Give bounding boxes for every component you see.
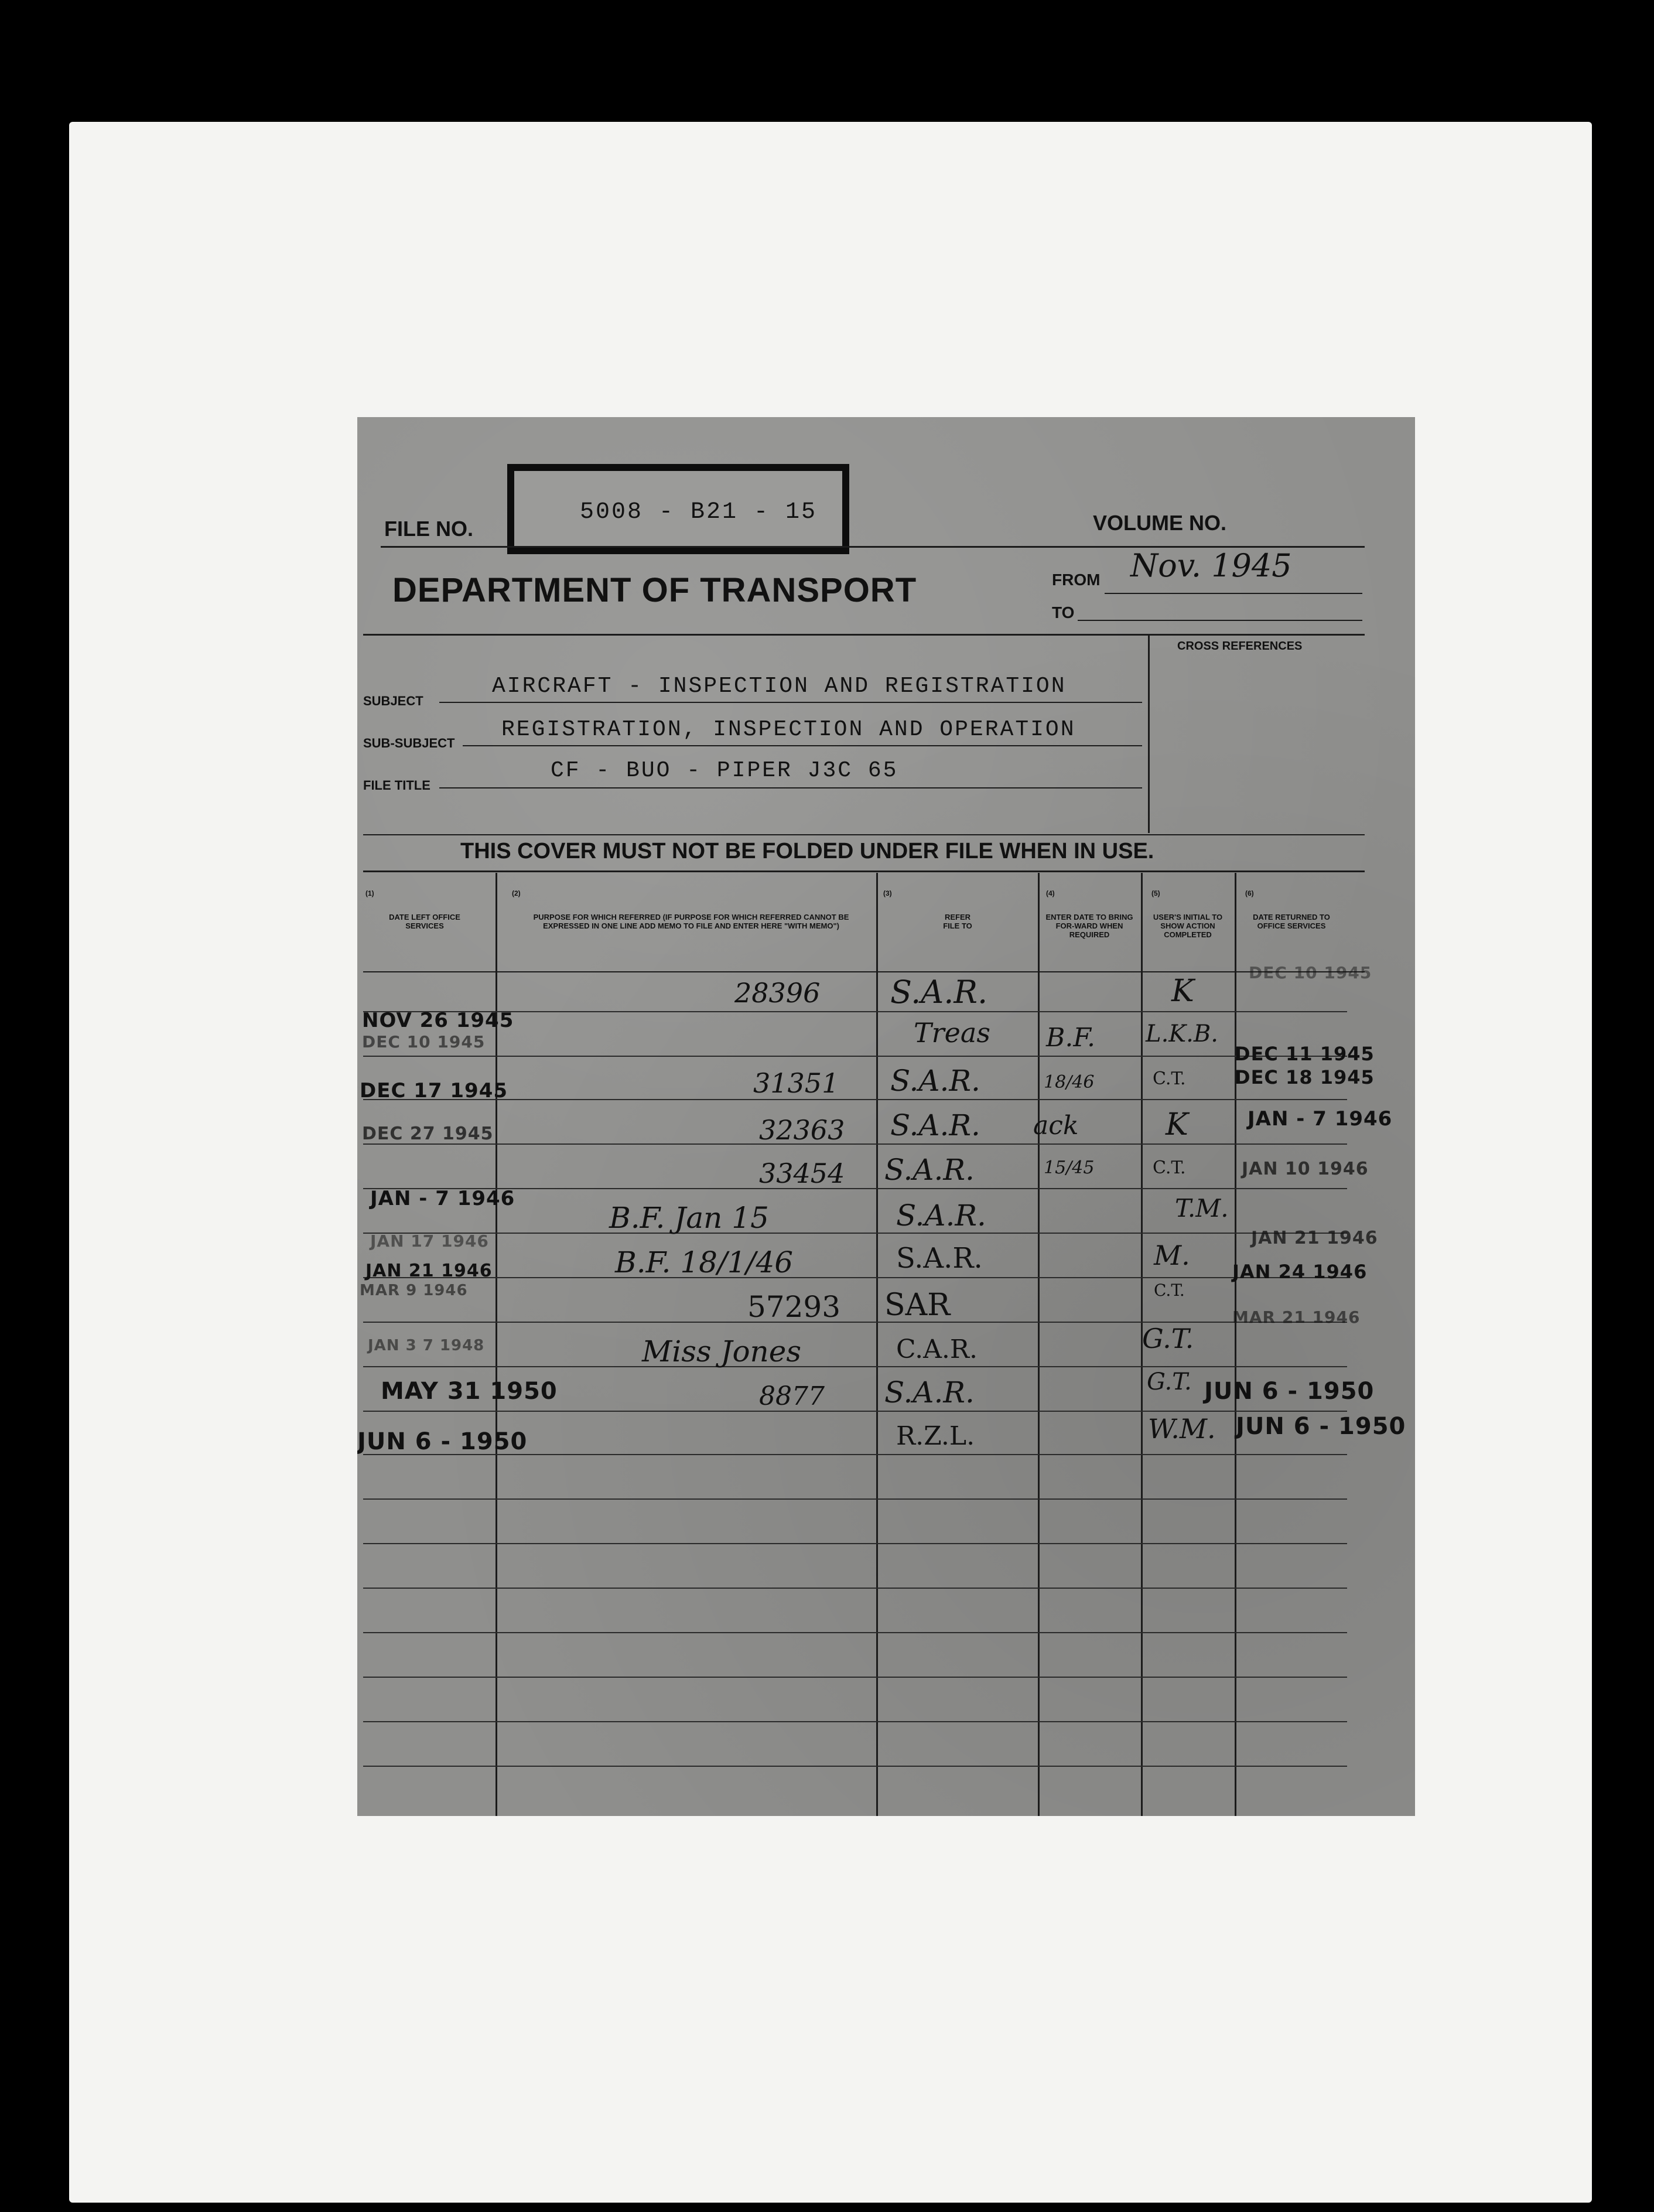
purpose-entry: B.F. Jan 15 (609, 1201, 769, 1235)
col-6-header: DATE RETURNED TO OFFICE SERVICES (1253, 913, 1330, 930)
row-line (363, 1721, 1347, 1722)
refer-to-entry: SAR (884, 1288, 951, 1323)
refer-to-entry: S.A.R. (890, 974, 988, 1011)
from-value: Nov. 1945 (1130, 547, 1292, 584)
date-left-stamp: JAN 3 7 1948 (368, 1337, 485, 1354)
col-5-number: (5) (1151, 889, 1160, 897)
purpose-entry: Miss Jones (642, 1334, 801, 1368)
row-line (363, 1099, 1347, 1100)
initials-entry: W.M. (1148, 1413, 1216, 1445)
row-line (363, 1143, 1347, 1145)
initials-entry: C.T. (1153, 1158, 1186, 1178)
purpose-entry: 33454 (759, 1158, 845, 1189)
date-left-stamp: MAY 31 1950 (381, 1378, 558, 1405)
refer-to-entry: Treas (914, 1017, 990, 1049)
col-5-header: USER'S INITIAL TO SHOW ACTION COMPLETED (1153, 913, 1223, 939)
initials-entry: L.K.B. (1146, 1020, 1218, 1047)
refer-to-entry: C.A.R. (896, 1334, 978, 1364)
date-left-stamp: JAN 17 1946 (370, 1231, 489, 1251)
date-returned-stamp: DEC 18 1945 (1235, 1066, 1375, 1088)
subject-line (439, 702, 1142, 703)
date-left-stamp: DEC 17 1945 (360, 1079, 508, 1102)
refer-to-entry: S.A.R. (896, 1242, 983, 1275)
row-line (363, 1632, 1347, 1633)
rule-subject-bottom (363, 834, 1365, 835)
date-returned-stamp: JAN 24 1946 (1232, 1261, 1368, 1283)
subject-label: SUBJECT (363, 694, 423, 708)
to-label: TO (1052, 603, 1075, 622)
subject-value: AIRCRAFT - INSPECTION AND REGISTRATION (492, 674, 1067, 699)
cross-references-label: CROSS REFERENCES (1177, 640, 1303, 653)
file-title-line (439, 787, 1142, 788)
row-line (363, 1277, 1347, 1278)
col-4-number: (4) (1046, 889, 1055, 897)
file-no-label: FILE NO. (384, 517, 473, 541)
date-returned-stamp: DEC 11 1945 (1235, 1043, 1375, 1065)
file-title-value: CF - BUO - PIPER J3C 65 (551, 758, 898, 783)
cross-ref-divider (1148, 634, 1150, 833)
date-returned-stamp: JUN 6 - 1950 (1236, 1413, 1406, 1440)
date-left-stamp: NOV 26 1945 (362, 1009, 514, 1032)
row-line (363, 1543, 1347, 1544)
row-line (363, 1588, 1347, 1589)
volume-no-label: VOLUME NO. (1093, 511, 1227, 535)
col-2-number: (2) (512, 889, 521, 897)
file-no-value: 5008 - B21 - 15 (580, 499, 818, 525)
date-returned-stamp: MAR 21 1946 (1232, 1308, 1361, 1327)
bring-forward-entry: 18/46 (1044, 1072, 1095, 1093)
purpose-entry: 31351 (753, 1067, 839, 1099)
col-1-header: DATE LEFT OFFICE SERVICES (389, 913, 460, 930)
rule-dept (363, 634, 1365, 636)
purpose-entry: 28396 (734, 977, 821, 1009)
file-cover-card (357, 417, 1415, 1816)
date-left-stamp: MAR 9 1946 (360, 1282, 468, 1299)
rule-warning (363, 871, 1365, 872)
from-label: FROM (1052, 571, 1101, 589)
date-returned-stamp: JUN 6 - 1950 (1204, 1378, 1375, 1405)
refer-to-entry: S.A.R. (896, 1199, 986, 1233)
initials-entry: G.T. (1147, 1368, 1192, 1395)
col-2-header: PURPOSE FOR WHICH REFERRED (IF PURPOSE FOR WHICH REFERRED CANNOT BE EXPRESSED IN ONE LINE ADD MEMO TO FILE AND ENTER HERE "WITH MEMO") (533, 913, 849, 930)
bring-forward-entry: B.F. (1046, 1023, 1095, 1053)
date-returned-stamp: JAN 21 1946 (1251, 1228, 1378, 1248)
row-line (363, 1322, 1347, 1323)
refer-to-entry: S.A.R. (884, 1375, 975, 1409)
initials-entry: K (1166, 1107, 1188, 1142)
department-title: DEPARTMENT OF TRANSPORT (392, 571, 917, 609)
initials-entry: M. (1154, 1240, 1190, 1271)
row-line (363, 1366, 1347, 1367)
row-line (363, 1233, 1347, 1234)
purpose-entry: 32363 (759, 1114, 845, 1146)
initials-entry: T.M. (1175, 1194, 1229, 1223)
purpose-entry: B.F. 18/1/46 (615, 1245, 794, 1279)
col-3-number: (3) (883, 889, 892, 897)
row-line (363, 1766, 1347, 1767)
from-line (1105, 593, 1362, 594)
col-4-header: ENTER DATE TO BRING FOR-WARD WHEN REQUIRED (1045, 913, 1133, 939)
initials-entry: K (1171, 974, 1194, 1009)
date-returned-stamp: JAN - 7 1946 (1248, 1107, 1393, 1131)
sub-subject-line (463, 745, 1142, 746)
initials-entry: G.T. (1142, 1323, 1194, 1354)
col-3-header: REFER FILE TO (943, 913, 972, 930)
date-left-stamp: JAN 21 1946 (365, 1261, 493, 1281)
col-6-number: (6) (1245, 889, 1254, 897)
row-line (363, 1498, 1347, 1500)
refer-to-entry: S.A.R. (890, 1108, 980, 1142)
file-title-label: FILE TITLE (363, 778, 430, 793)
initials-entry: C.T. (1153, 1069, 1186, 1089)
fold-warning: THIS COVER MUST NOT BE FOLDED UNDER FILE WHEN IN USE. (460, 839, 1154, 863)
purpose-entry: 57293 (747, 1290, 841, 1324)
date-left-stamp: JAN - 7 1946 (370, 1187, 515, 1210)
row-line (363, 1677, 1347, 1678)
bring-forward-entry: ack (1033, 1111, 1079, 1141)
initials-entry: C.T. (1154, 1281, 1185, 1300)
col-divider-2 (876, 873, 878, 1816)
sub-subject-label: SUB-SUBJECT (363, 736, 455, 750)
col-divider-5 (1235, 873, 1236, 1816)
bring-forward-entry: 15/45 (1044, 1158, 1095, 1178)
refer-to-entry: S.A.R. (884, 1153, 975, 1187)
date-left-stamp: DEC 27 1945 (362, 1124, 494, 1144)
sub-subject-value: REGISTRATION, INSPECTION AND OPERATION (501, 717, 1076, 742)
refer-to-entry: S.A.R. (890, 1064, 980, 1098)
date-left-stamp: DEC 10 1945 (362, 1032, 486, 1052)
purpose-entry: 8877 (759, 1381, 825, 1411)
row-line (363, 1411, 1347, 1412)
col-1-number: (1) (365, 889, 374, 897)
to-line (1078, 620, 1362, 621)
col-divider-3 (1038, 873, 1040, 1816)
refer-to-entry: R.Z.L. (896, 1421, 975, 1451)
row-line (363, 1056, 1347, 1057)
date-returned-stamp: DEC 10 1945 (1249, 963, 1372, 982)
rule-header-bottom (363, 971, 1365, 972)
date-left-stamp: JUN 6 - 1950 (357, 1428, 528, 1455)
date-returned-stamp: JAN 10 1946 (1242, 1159, 1369, 1179)
